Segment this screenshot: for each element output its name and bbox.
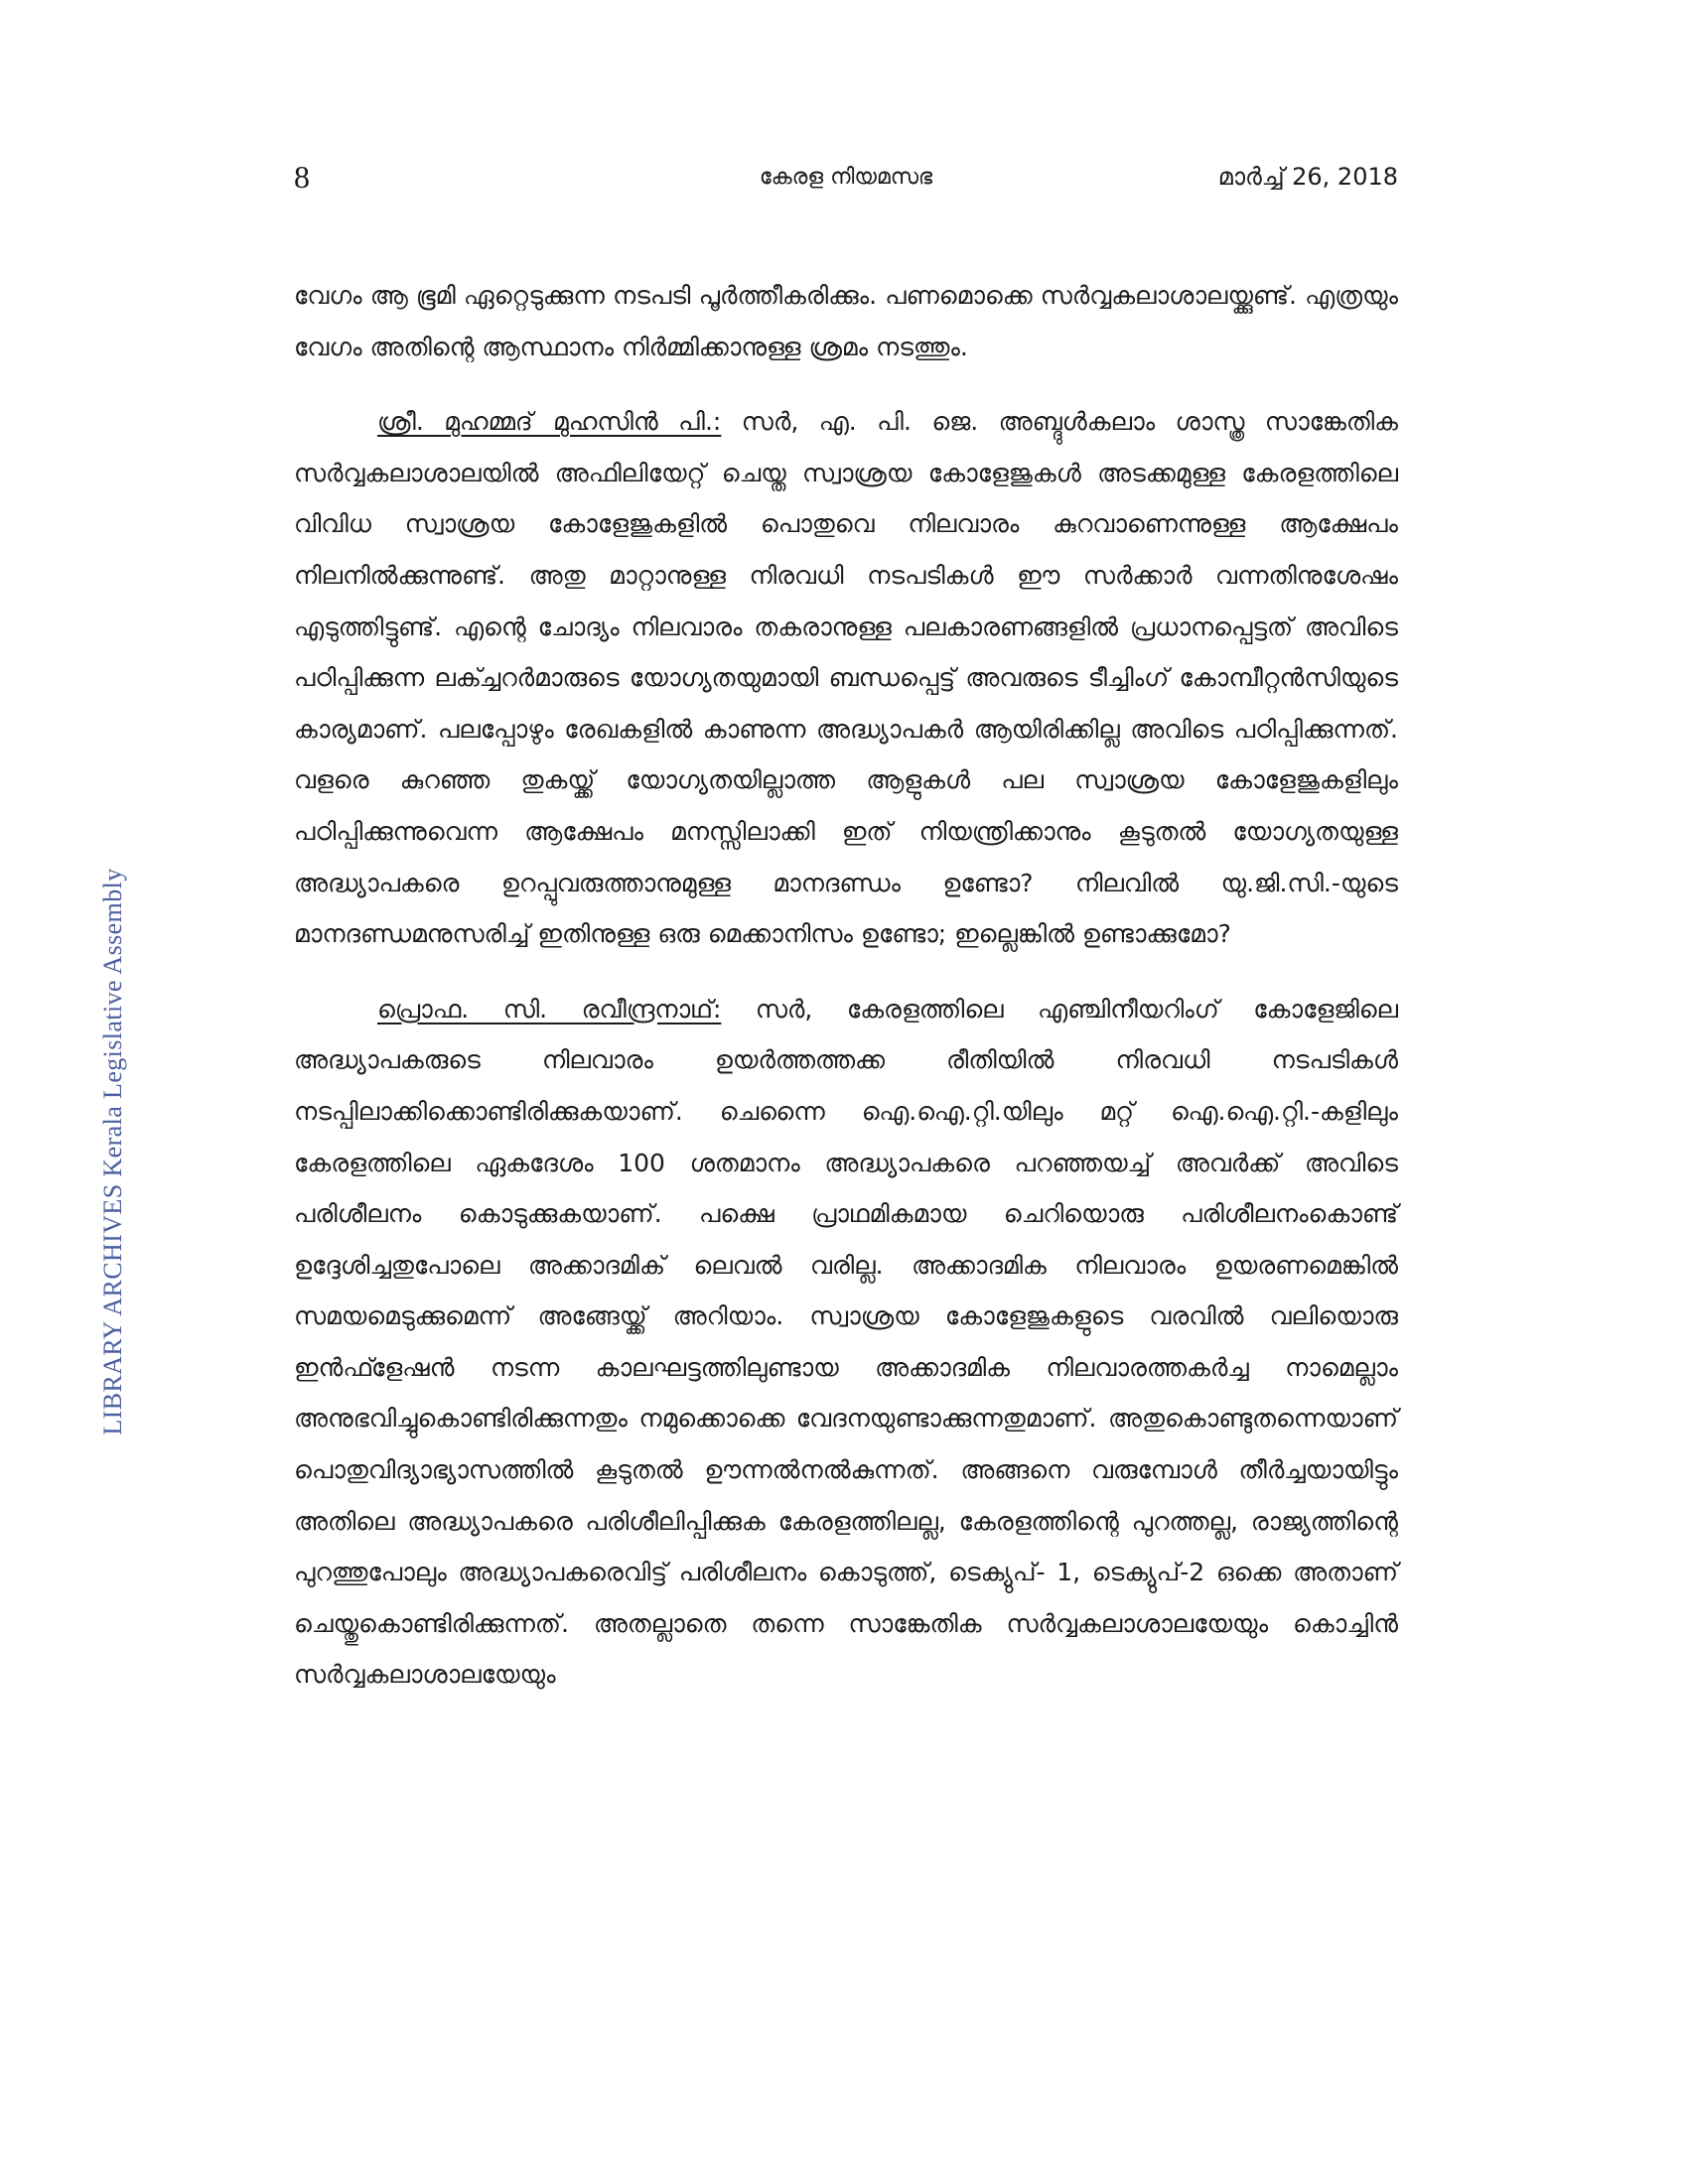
paragraph-question (294, 396, 1398, 960)
paragraph-answer (294, 984, 1398, 1701)
speaker-name: ശ്രീ. മുഹമ്മദ് മുഹസിൻ പി.: (377, 407, 722, 437)
session-date: മാർച്ച് 26, 2018 (1217, 163, 1398, 191)
page-header (294, 159, 1398, 203)
archive-watermark-label: LIBRARY ARCHIVES Kerala Legislative Assembly (98, 868, 127, 1435)
document-title: കേരള നിയമസഭ (759, 165, 933, 190)
page-number: 8 (294, 159, 310, 195)
paragraph-text: വേഗം ആ ഭൂമി ഏറ്റെടുക്കുന്ന നടപടി പൂർത്തീകരിക്കും. പണമൊക്കെ സർവ്വകലാശാലയ്ക്കുണ്ട്. എത്രയും വേഗം അതിന്റെ ആസ്ഥാനം നിർമ്മിക്കാനുള്ള ശ്രമം നടത്തും. (294, 281, 1398, 361)
speaker-name: പ്രൊഫ. സി. രവീന്ദ്രനാഥ്: (377, 994, 722, 1024)
paragraph-text: സർ, എ. പി. ജെ. അബ്ദുൾകലാം ശാസ്ത്ര സാങ്കേതിക സർവ്വകലാശാലയിൽ അഫിലിയേറ്റ് ചെയ്ത സ്വാശ്രയ കോളേജുകൾ അടക്കമുള്ള കേരളത്തിലെ വിവിധ സ്വാശ്രയ കോളേജുകളിൽ പൊതുവെ നിലവാരം കുറവാണെന്നുള്ള ആക്ഷേപം നിലനിൽക്കുന്നുണ്ട്. അതു മാറ്റാനുള്ള നിരവധി നടപടികൾ ഈ സർക്കാർ വന്നതിനുശേഷം എടുത്തിട്ടുണ്ട്. എന്റെ ചോദ്യം നിലവാരം തകരാനുള്ള പലകാരണങ്ങളിൽ പ്രധാനപ്പെട്ടത് അവിടെ പഠിപ്പിക്കുന്ന ലക്ച്ചറർമാരുടെ യോഗ്യതയുമായി ബന്ധപ്പെട്ട് അവരുടെ ടീച്ചിംഗ് കോമ്പീറ്റൻസിയുടെ കാര്യമാണ്. പലപ്പോഴും രേഖകളിൽ കാണുന്ന അദ്ധ്യാപകർ ആയിരിക്കില്ല അവിടെ പഠിപ്പിക്കുന്നത്. വളരെ കുറഞ്ഞ തുകയ്ക്ക് യോഗ്യതയില്ലാത്ത ആളുകൾ പല സ്വാശ്രയ കോളേജുകളിലും പഠിപ്പിക്കുന്നുവെന്ന ആക്ഷേപം മനസ്സിലാക്കി ഇത് നിയന്ത്രിക്കാനും കൂടുതൽ യോഗ്യതയുള്ള അദ്ധ്യാപകരെ ഉറപ്പുവരുത്താനുമുള്ള മാനദണ്ഡം ഉണ്ടോ? നിലവിൽ യു.ജി.സി.-യുടെ മാനദണ്ഡമനുസരിച്ച് ഇതിനുള്ള ഒരു മെക്കാനിസം ഉണ്ടോ; ഇല്ലെങ്കിൽ ഉണ്ടാക്കുമോ? (294, 407, 1398, 949)
paragraph-text: സർ, കേരളത്തിലെ എഞ്ചിനീയറിംഗ് കോളേജിലെ അദ്ധ്യാപകരുടെ നിലവാരം ഉയർത്തത്തക്ക രീതിയിൽ നിരവധി നടപടികൾ നടപ്പിലാക്കിക്കൊണ്ടിരിക്കുകയാണ്. ചെന്നൈ ഐ.ഐ.റ്റി.യിലും മറ്റ് ഐ.ഐ.റ്റി.-കളിലും കേരളത്തിലെ ഏകദേശം 100 ശതമാനം അദ്ധ്യാപകരെ പറഞ്ഞയച്ച് അവർക്ക് അവിടെ പരിശീലനം കൊടുക്കുകയാണ്. പക്ഷെ പ്രാഥമികമായ ചെറിയൊരു പരിശീലനംകൊണ്ട് ഉദ്ദേശിച്ചതുപോലെ അക്കാദമിക് ലെവൽ വരില്ല. അക്കാദമിക നിലവാരം ഉയരണമെങ്കിൽ സമയമെടുക്കുമെന്ന് അങ്ങേയ്ക്ക് അറിയാം. സ്വാശ്രയ കോളേജുകളുടെ വരവിൽ വലിയൊരു ഇൻഫ്ളേഷൻ നടന്ന കാലഘട്ടത്തിലുണ്ടായ അക്കാദമിക നിലവാരത്തകർച്ച നാമെല്ലാം അനുഭവിച്ചുകൊണ്ടിരിക്കുന്നതും നമുക്കൊക്കെ വേദനയുണ്ടാക്കുന്നതുമാണ്. അതുകൊണ്ടുതന്നെയാണ് പൊതുവിദ്യാഭ്യാസത്തിൽ കൂടുതൽ ഊന്നൽനൽകുന്നത്. അങ്ങനെ വരുമ്പോൾ തീർച്ചയായിട്ടും അതിലെ അദ്ധ്യാപകരെ പരിശീലിപ്പിക്കുക കേരളത്തിലല്ല, കേരളത്തിന്റെ പുറത്തല്ല, രാജ്യത്തിന്റെ പുറത്തുപോലും അദ്ധ്യാപകരെവിട്ട് പരിശീലനം കൊടുത്ത്, ടെക്യുപ്- 1, ടെക്യുപ്-2 ഒക്കെ അതാണ് ചെയ്തുകൊണ്ടിരിക്കുന്നത്. അതല്ലാതെ തന്നെ സാങ്കേതിക സർവ്വകലാശാലയേയും കൊച്ചിൻ സർവ്വകലാശാലയേയും (294, 994, 1398, 1690)
paragraph-continuation (294, 270, 1398, 372)
proceedings-body (294, 270, 1398, 1724)
